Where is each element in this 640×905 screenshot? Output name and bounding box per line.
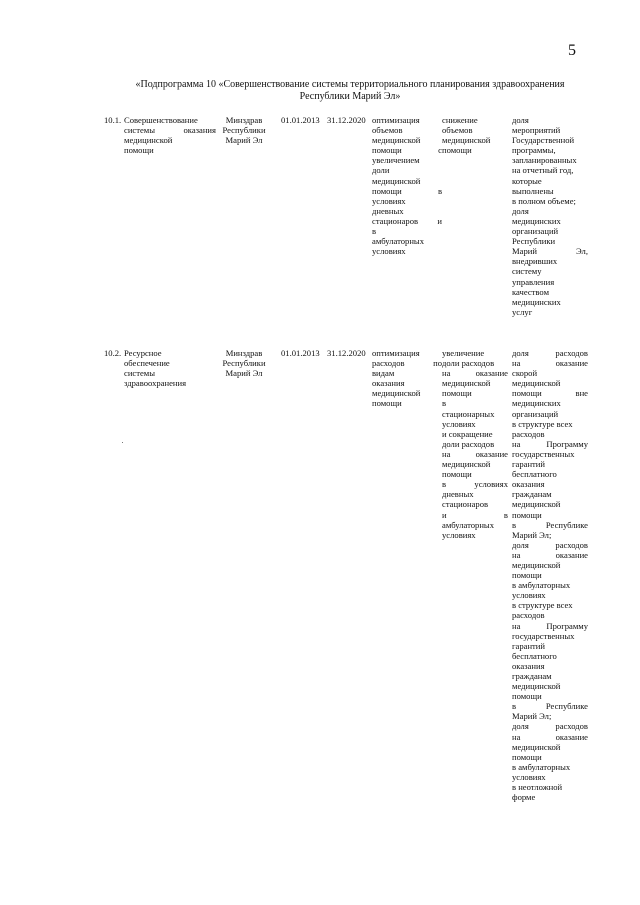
row-indicator-line: Марий Эл;: [512, 711, 552, 722]
row-number: 10.1.: [104, 115, 122, 125]
row-indicator-line: управления: [512, 276, 555, 287]
row-indicator-line: доля расходов: [512, 539, 588, 550]
row-executor-line: Минздрав: [225, 115, 263, 125]
row-indicator-line: гарантий: [512, 640, 546, 651]
row-indicator-line: в структуре всех: [512, 600, 573, 611]
row-executor-line: Республики: [222, 125, 266, 136]
row-indicator-line: медицинской: [512, 378, 561, 389]
row-activity-line: медицинской: [372, 388, 421, 399]
row-indicator-line: медицинских: [512, 398, 561, 409]
row-indicator-line: в неотложной: [512, 782, 563, 793]
row-indicator-line: в Республике: [512, 519, 588, 530]
row-result-line: и в: [442, 509, 508, 520]
row-indicator-line: гарантий: [512, 459, 546, 470]
row-indicator-line: расходов: [512, 428, 545, 439]
subprogram-title: [100, 79, 600, 103]
row-result-line: стационаров: [442, 499, 489, 510]
row-indicator-line: помощи: [512, 509, 542, 520]
row-name-line: медицинской: [124, 135, 173, 146]
row-indicators: [512, 115, 588, 317]
row-result-line: объемов: [442, 125, 473, 136]
row-result-line: медицинской: [442, 135, 491, 146]
row-indicator-line: Республики: [512, 236, 556, 247]
row-result-line: доли расходов: [442, 438, 495, 449]
row-end-date: 31.12.2020: [327, 115, 366, 125]
row-indicator-line: на оказание: [512, 549, 588, 560]
row-result: [442, 115, 508, 155]
row-indicator-line: на оказание: [512, 358, 588, 369]
row-indicator-line: систему: [512, 266, 542, 277]
row-indicator-line: гражданам: [512, 671, 552, 681]
row-indicator-line: условиях: [512, 590, 546, 601]
row-indicator-line: внедривших: [512, 256, 558, 267]
row-result-line: на оказание: [442, 368, 508, 379]
row-indicator-line: на Программу: [512, 620, 588, 631]
row-activity-line: помощи: [372, 398, 402, 409]
page-number: 5: [568, 42, 576, 59]
row-result-line: помощи: [442, 388, 472, 399]
row-result-line: снижение: [442, 115, 478, 125]
row-indicator-line: расходов: [512, 610, 545, 621]
row-executor-line: Республики: [222, 358, 266, 369]
row-indicator-line: программы,: [512, 145, 556, 156]
row-result-line: в условиях: [442, 479, 508, 490]
row-result-line: на оказание: [442, 448, 508, 459]
row-indicator-line: на Программу: [512, 438, 588, 449]
row-indicator-line: помощи: [512, 570, 542, 581]
row-indicator-line: в амбулаторных: [512, 761, 571, 772]
row-name-line: здравоохранения: [124, 378, 187, 389]
subprogram-title-line: «Подпрограмма 10 «Совершенствование системы территориального планирования здравоохранения: [135, 79, 565, 90]
row-indicator-line: государственных: [512, 630, 575, 641]
row-indicator-line: на отчетный год,: [512, 165, 574, 176]
row-indicator-line: на оказание: [512, 731, 588, 742]
row-activity-line: оптимизация: [372, 348, 420, 358]
row-indicator-line: скорой: [512, 368, 538, 379]
row-activity-line: стационаров и: [372, 215, 442, 226]
row-indicator-line: медицинских: [512, 296, 561, 307]
subprogram-title-line: Республики Марий Эл»: [299, 91, 401, 102]
row-indicator-line: форме: [512, 792, 536, 803]
row-result-line: помощи: [442, 145, 472, 156]
row-indicator-line: медицинской: [512, 499, 561, 510]
row-indicator-line: Марий Эл;: [512, 529, 552, 540]
row-result: [442, 348, 508, 540]
row-indicator-line: в структуре всех: [512, 418, 573, 429]
row-indicator-line: выполнены: [512, 185, 554, 196]
row-activity-line: видам: [372, 368, 395, 379]
row-activity-line: объемов: [372, 125, 403, 136]
row-indicator-line: медицинской: [512, 681, 561, 692]
scan-speck: [122, 442, 123, 443]
row-indicator-line: доля расходов: [512, 721, 588, 732]
row-name-line: системы оказания: [124, 125, 216, 136]
row-executor: [218, 348, 270, 378]
row-activity-line: медицинской: [372, 135, 421, 146]
row-result-line: условиях: [442, 418, 476, 429]
row-indicator-line: бесплатного: [512, 469, 557, 480]
row-name: [124, 115, 216, 155]
row-activity-line: условиях: [372, 246, 406, 257]
row-name-line: обеспечение: [124, 358, 170, 369]
row-indicator-line: оказания: [512, 660, 545, 671]
row-end-date: 31.12.2020: [327, 348, 366, 358]
row-start-date: 01.01.2013: [281, 115, 320, 125]
row-result-line: помощи: [442, 469, 472, 480]
row-indicator-line: оказания: [512, 479, 545, 490]
row-name-line: Ресурсное: [124, 348, 162, 358]
row-result-line: медицинской: [442, 378, 491, 389]
row-indicator-line: организаций: [512, 226, 559, 237]
row-activity-line: условиях: [372, 195, 406, 206]
row-result-line: и сокращение: [442, 428, 493, 439]
row-indicator-line: доля: [512, 205, 529, 216]
row-indicator-line: которые: [512, 175, 542, 186]
row-indicator-line: организаций: [512, 408, 559, 419]
row-indicator-line: медицинской: [512, 741, 561, 752]
row-executor: [218, 115, 270, 145]
row-activity: [372, 115, 442, 256]
row-executor-line: Минздрав: [225, 348, 263, 358]
row-indicator-line: доля: [512, 115, 529, 125]
row-result-line: стационарных: [442, 408, 495, 419]
row-indicator-line: запланированных: [512, 155, 577, 166]
row-activity-line: доли: [372, 165, 390, 176]
row-number: 10.2.: [104, 348, 122, 358]
row-activity-line: помощи с: [372, 145, 442, 156]
row-activity-line: оптимизация: [372, 115, 420, 125]
row-activity-line: амбулаторных: [372, 236, 425, 247]
row-name-line: Совершенствование: [124, 115, 198, 125]
row-indicator-line: государственных: [512, 448, 575, 459]
row-indicator-line: в амбулаторных: [512, 580, 571, 591]
row-name-line: системы: [124, 368, 156, 379]
row-indicator-line: мероприятий: [512, 125, 561, 136]
row-activity-line: оказания: [372, 378, 405, 389]
row-activity: [372, 348, 442, 409]
row-indicator-line: помощи: [512, 691, 542, 702]
row-result-line: условиях: [442, 529, 476, 540]
row-result-line: медицинской: [442, 459, 491, 470]
row-indicator-line: в полном объеме;: [512, 195, 576, 206]
row-activity-line: увеличением: [372, 155, 420, 166]
row-indicator-line: в Республике: [512, 701, 588, 712]
row-activity-line: в: [372, 226, 377, 237]
row-executor-line: Марий Эл: [225, 135, 263, 146]
row-name-line: помощи: [124, 145, 154, 156]
row-indicator-line: медицинских: [512, 215, 561, 226]
row-indicator-line: бесплатного: [512, 650, 557, 661]
row-indicator-line: помощи: [512, 751, 542, 762]
row-indicator-line: гражданам: [512, 489, 552, 500]
row-result-line: доли расходов: [442, 358, 495, 369]
row-result-line: амбулаторных: [442, 519, 495, 530]
row-indicators: [512, 348, 588, 802]
row-name: [124, 348, 216, 388]
row-activity-line: медицинской: [372, 175, 421, 186]
row-indicator-line: медицинской: [512, 559, 561, 570]
row-indicator-line: доля расходов: [512, 348, 588, 358]
row-activity-line: дневных: [372, 205, 404, 216]
row-result-line: увеличение: [442, 348, 485, 358]
row-activity-line: помощи в: [372, 185, 442, 196]
row-indicator-line: услуг: [512, 306, 533, 317]
row-activity-line: расходов по: [372, 358, 442, 369]
row-indicator-line: условиях: [512, 771, 546, 782]
row-indicator-line: качеством: [512, 286, 550, 297]
row-indicator-line: помощи вне: [512, 388, 588, 399]
row-executor-line: Марий Эл: [225, 368, 263, 379]
row-indicator-line: Марий Эл,: [512, 246, 588, 257]
row-result-line: дневных: [442, 489, 474, 500]
row-start-date: 01.01.2013: [281, 348, 320, 358]
row-result-line: в: [442, 398, 447, 409]
row-indicator-line: Государственной: [512, 135, 575, 146]
